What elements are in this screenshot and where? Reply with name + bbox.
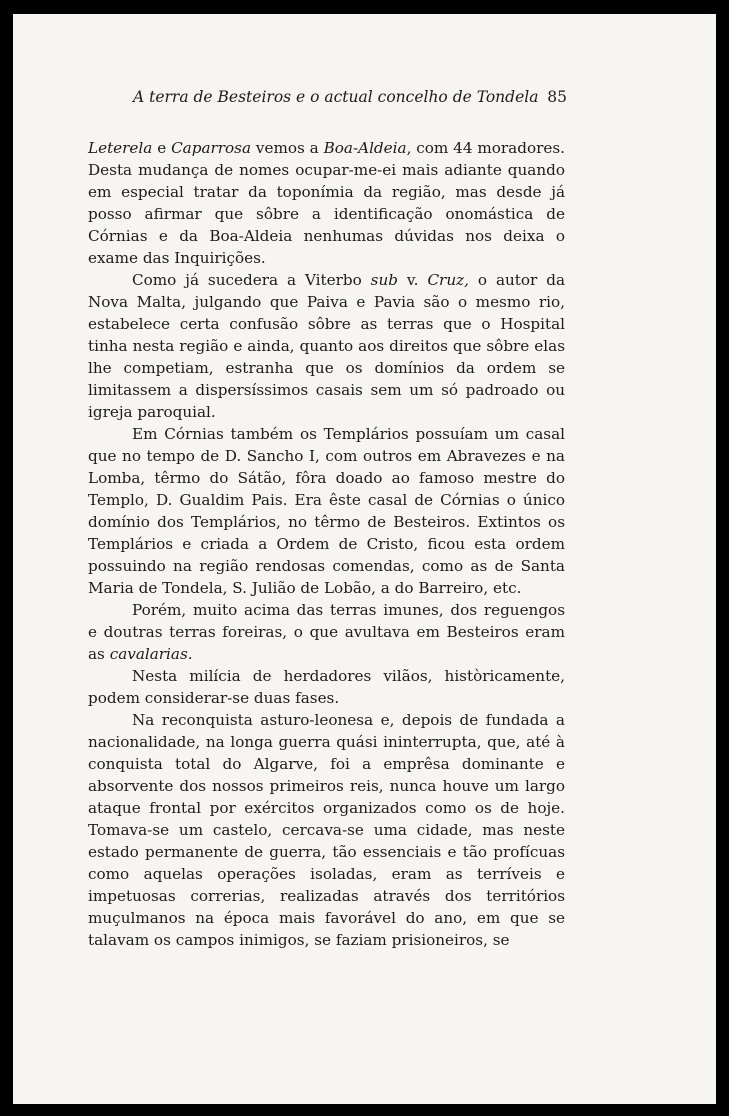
paragraph-2-italic-1: sub bbox=[370, 271, 398, 289]
paragraph-3-text-1: Em Córnias também os Templários possuíam um casal que no tempo de D. Sancho I, com outros em Abravezes e na Lomba, têrmo do Sátão, fôra doado ao famoso mestre do Templo, D. Gualdim Pais. Era êste casal de Córnias o único domínio dos Templários, no têrmo de Besteiros. Extintos os Templários e criada a Ordem de Cristo, ficou esta ordem possuindo na região rendosas comendas, como as de Santa Maria de Tondela, S. Julião de Lobão, a do Barreiro, etc. bbox=[88, 425, 565, 597]
paragraph-4-text-1: Porém, muito acima das terras imunes, dos reguengos e doutras terras foreiras, o que avultava em Besteiros eram as bbox=[88, 601, 565, 663]
running-header bbox=[133, 88, 583, 112]
paragraph-1-text-3: , com 44 moradores. Desta mudança de nomes ocupar-me-ei mais adiante quando em especial tratar da toponímia da região, mas desde já posso afirmar que sôbre a identificação onomástica de Córnias e da Boa-Aldeia nenhumas dúvidas nos deixa o exame das Inquirições. bbox=[88, 139, 565, 267]
paragraph-1-italic-1: Leterela bbox=[88, 139, 153, 157]
paragraph-6 bbox=[88, 709, 565, 951]
paragraph-2 bbox=[88, 269, 565, 423]
paragraph-1 bbox=[88, 137, 565, 269]
paragraph-2-italic-2: Cruz, bbox=[427, 271, 469, 289]
running-title: A terra de Besteiros e o actual concelho de Tondela bbox=[133, 88, 539, 106]
paragraph-1-text-1: e bbox=[152, 139, 172, 157]
paragraph-3 bbox=[88, 423, 565, 599]
paragraph-6-text-1: Na reconquista asturo-leonesa e, depois de fundada a nacionalidade, na longa guerra quási ininterrupta, que, até à conquista total do Algarve, foi a emprêsa dominante e absorvente dos nossos primeiros reis, nunca houve um largo ataque frontal por exércitos organizados como os de hoje. Tomava-se um castelo, cercava-se uma cidade, mas neste estado permanente de guerra, tão essenciais e tão profícuas como aquelas operações isoladas, eram as terríveis e impetuosas correrias, realizadas através dos territórios muçulmanos na época mais favorável do ano, em que se talavam os campos inimigos, se faziam prisioneiros, se bbox=[88, 711, 565, 949]
paragraph-1-italic-3: Boa-Aldeia bbox=[323, 139, 407, 157]
page-number: 85 bbox=[547, 88, 567, 106]
book-page bbox=[13, 14, 716, 1104]
paragraph-5 bbox=[88, 665, 565, 709]
paragraph-2-text-3: o autor da Nova Malta, julgando que Paiva e Pavia são o mesmo rio, estabelece certa confusão sôbre as terras que o Hospital tinha nesta região e ainda, quanto aos direitos que sôbre elas lhe competiam, estranha que os domínios da ordem se limitassem a dispersíssimos casais sem um só padroado ou igreja paroquial. bbox=[88, 271, 565, 421]
paragraph-4 bbox=[88, 599, 565, 665]
body-text bbox=[88, 137, 565, 951]
paragraph-4-italic-1: cavalarias. bbox=[109, 645, 193, 663]
paragraph-2-text-2: v. bbox=[397, 271, 428, 289]
paragraph-1-text-2: vemos a bbox=[251, 139, 324, 157]
paragraph-2-text-1: Como já sucedera a Viterbo bbox=[132, 271, 371, 289]
paragraph-5-text-1: Nesta milícia de herdadores vilãos, històricamente, podem considerar-se duas fases. bbox=[88, 667, 565, 707]
paragraph-1-italic-2: Caparrosa bbox=[171, 139, 252, 157]
